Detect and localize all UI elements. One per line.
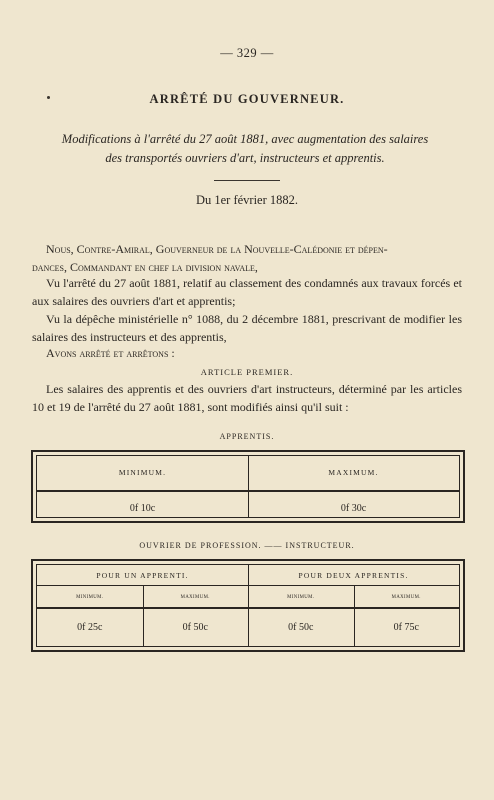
- instructeur-group-header-rule: [37, 585, 459, 586]
- considerant-1: Vu l'arrêté du 27 août 1881, relatif au classement des condamnés aux travaux forcés et aux salaires des ouvriers d'art et apprentis;: [32, 276, 462, 308]
- instructeur-header-rule: [37, 607, 459, 609]
- apprentis-value-min: 0f 10c: [129, 503, 156, 514]
- table1-label: APPRENTIS.: [219, 432, 275, 441]
- instructeur-table-inner: [36, 564, 460, 647]
- subtitle-line-1: Modifications à l'arrêté du 27 août 1881, avec augmentation des salaires: [61, 132, 429, 146]
- decree-date: Du 1er février 1882.: [195, 193, 299, 207]
- preamble-line-2: dances, Commandant en chef la division navale,: [32, 260, 258, 274]
- subheader-min-2: MINIMUM.: [287, 595, 315, 600]
- preamble-line-1: Nous, Contre-Amiral, Gouverneur de la Nouvelle-Calédonie et dépen-: [46, 242, 388, 256]
- considerant-2: Vu la dépêche ministérielle n° 1088, du 2 décembre 1881, prescrivant de modifier les salaires des instructeurs et des apprentis,: [32, 312, 462, 344]
- table2-label: OUVRIER DE PROFESSION. —— INSTRUCTEUR.: [139, 541, 355, 550]
- article-heading: ARTICLE PREMIER.: [200, 367, 294, 377]
- group-header-one-apprentice: POUR UN APPRENTI.: [96, 571, 189, 580]
- subheader-min-1: MINIMUM.: [76, 595, 104, 600]
- apprentis-table: [31, 450, 465, 523]
- apprentis-header-min: MINIMUM.: [118, 468, 167, 477]
- decree-title: ARRÊTÉ DU GOUVERNEUR.: [149, 92, 345, 106]
- preamble: [32, 240, 462, 276]
- value-min-2: 0f 50c: [288, 622, 314, 633]
- subheader-max-1: MAXIMUM.: [180, 595, 210, 600]
- article-text: Les salaires des apprentis et des ouvriers d'art instructeurs, déterminé par les articles 10 et 19 de l'arrêté du 27 août 1881, sont modifiés ainsi qu'il suit :: [32, 382, 462, 414]
- subheader-max-2: MAXIMUM.: [391, 595, 421, 600]
- group-header-two-apprentices: POUR DEUX APPRENTIS.: [298, 571, 409, 580]
- subtitle-line-2: des transportés ouvriers d'art, instructeurs et apprentis.: [105, 151, 385, 165]
- title-divider: [214, 180, 280, 181]
- value-max-2: 0f 75c: [393, 622, 419, 633]
- instructeur-table: [31, 559, 465, 652]
- apprentis-header-max: MAXIMUM.: [328, 468, 379, 477]
- value-min-1: 0f 25c: [77, 622, 103, 633]
- value-max-1: 0f 50c: [182, 622, 208, 633]
- apprentis-value-max: 0f 30c: [340, 503, 367, 514]
- decree-subtitle: [30, 130, 460, 168]
- apprentis-table-inner: [36, 455, 460, 518]
- enacting-formula: Avons arrêté et arrêtons :: [46, 346, 175, 360]
- page-number: — 329 —: [220, 46, 274, 60]
